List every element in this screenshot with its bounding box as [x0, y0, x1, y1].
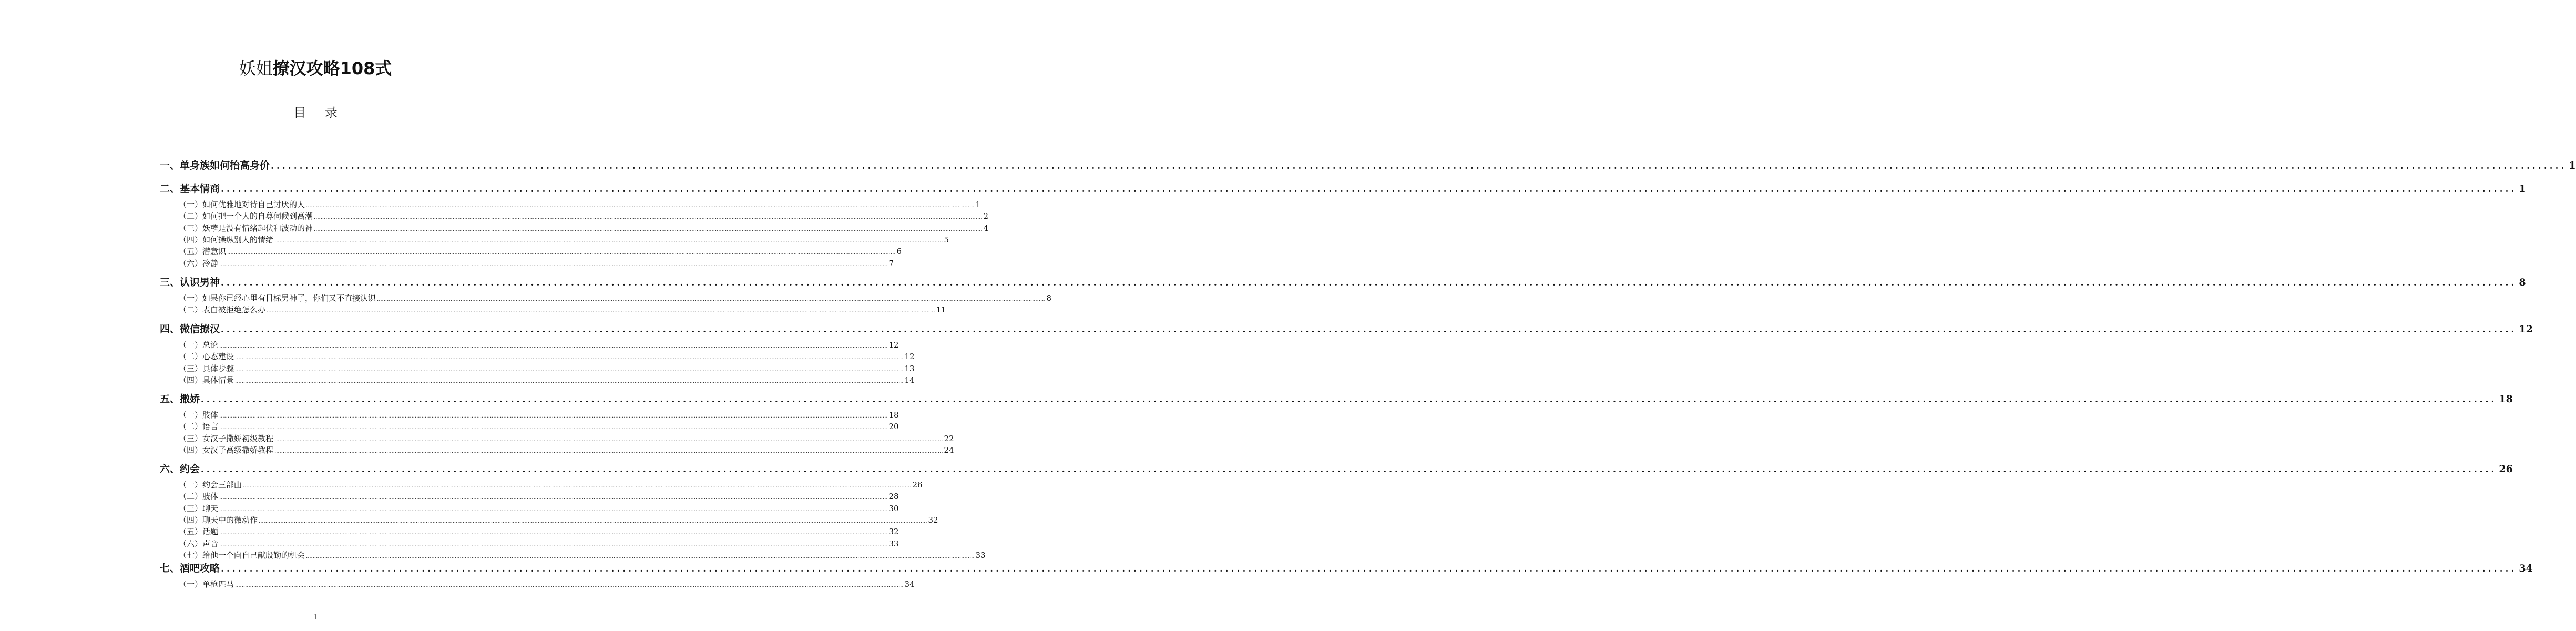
toc-section-label: （三）具体步骤 — [179, 363, 234, 373]
toc-chapter-page: 12 — [2519, 323, 2533, 335]
toc-chapter-entry[interactable] — [160, 181, 2526, 197]
toc-leader-dots: ................................................................................................................................................................................................................................................................................................................................................................................................................ — [219, 261, 888, 268]
toc-leader-dots: ................................................................................................................................................................................................................................................................................................................................................................................................................ — [314, 226, 983, 232]
toc-section-label: （六）冷静 — [179, 258, 219, 268]
toc-section-entry[interactable] — [179, 526, 899, 537]
table-of-contents — [160, 0, 2576, 631]
toc-section-entry[interactable] — [179, 351, 915, 362]
document-title-main: 撩汉攻略108式 — [272, 58, 392, 78]
toc-leader-dots: ................................................................................................................................................................................................................................................................................................................................................................................................................ — [243, 483, 912, 489]
toc-chapter-label: 一、单身族如何抬高身价 — [160, 160, 270, 171]
toc-leader-dots: ................................................................................................................................................................................................................................................................................................................................................................................................................ — [219, 425, 888, 431]
toc-chapter-page: 18 — [2499, 393, 2513, 405]
toc-section-entry[interactable] — [179, 374, 915, 386]
toc-section-page: 4 — [983, 223, 989, 233]
toc-leader-dots: ................................................................................................................................................................................................................................................................................................................................................................................................................ — [235, 378, 904, 384]
toc-chapter-label: 七、酒吧攻略 — [160, 563, 220, 574]
toc-chapter-entry[interactable] — [160, 461, 2513, 477]
toc-section-entry[interactable] — [179, 199, 981, 210]
document-title-prefix: 妖姐 — [239, 58, 273, 78]
toc-chapter-page: 26 — [2499, 463, 2513, 475]
toc-leader-dots: ................................................................................................................................................................................................................................................................................................................................................................................................................ — [267, 308, 935, 314]
toc-chapter-label: 五、撒娇 — [160, 393, 200, 405]
toc-section-page: 18 — [888, 410, 899, 420]
toc-leader-dots: ................................................................................................................................................................................................................................................................................................................................................................................................................ — [274, 238, 943, 244]
toc-section-entry[interactable] — [179, 363, 915, 374]
toc-leader-dots: ................................................................................................................................................................................................................................................................................................................................................................................................................ — [274, 448, 943, 454]
toc-section-label: （一）如果你已经心里有目标男神了，你们又不直接认识 — [179, 293, 376, 303]
toc-section-page: 6 — [896, 247, 902, 257]
toc-leader-dots: ................................................................................................................................................................................................................................................................................................................................................................................................................ — [219, 343, 888, 349]
toc-chapter-entry[interactable] — [160, 561, 2533, 576]
toc-chapter-label: 四、微信撩汉 — [160, 323, 220, 335]
toc-leader-dots: ................................................................................................................................................................................................................................................................................................................................................................................................................ — [221, 564, 2517, 574]
toc-chapter-page: 8 — [2519, 277, 2526, 288]
toc-section-label: （五）话题 — [179, 527, 219, 537]
toc-chapter-label: 三、认识男神 — [160, 277, 220, 288]
toc-section-label: （二）语言 — [179, 422, 219, 432]
toc-leader-dots: ................................................................................................................................................................................................................................................................................................................................................................................................................ — [227, 250, 896, 256]
toc-section-page: 34 — [904, 579, 915, 589]
toc-section-page: 33 — [975, 550, 986, 560]
toc-leader-dots: ................................................................................................................................................................................................................................................................................................................................................................................................................ — [306, 553, 975, 559]
toc-section-page: 24 — [944, 445, 954, 455]
toc-leader-dots: ................................................................................................................................................................................................................................................................................................................................................................................................................ — [314, 215, 983, 221]
toc-section-page: 2 — [983, 211, 989, 221]
toc-section-entry[interactable] — [179, 433, 954, 444]
toc-section-entry[interactable] — [179, 549, 986, 561]
toc-section-entry[interactable] — [179, 503, 899, 514]
toc-section-label: （一）单枪匹马 — [179, 579, 234, 589]
toc-section-page: 1 — [975, 200, 981, 209]
toc-leader-dots: ................................................................................................................................................................................................................................................................................................................................................................................................................ — [271, 161, 2567, 171]
toc-section-entry[interactable] — [179, 258, 894, 269]
toc-leader-dots: ................................................................................................................................................................................................................................................................................................................................................................................................................ — [221, 324, 2517, 335]
toc-section-label: （一）如何优雅地对待自己讨厌的人 — [179, 200, 305, 209]
toc-section-label: （一）肢体 — [179, 410, 219, 420]
toc-section-entry[interactable] — [179, 304, 946, 316]
toc-leader-dots: ................................................................................................................................................................................................................................................................................................................................................................................................................ — [235, 367, 904, 373]
toc-leader-dots: ................................................................................................................................................................................................................................................................................................................................................................................................................ — [259, 518, 927, 524]
toc-section-label: （二）如何把一个人的自尊伺候到高潮 — [179, 211, 313, 221]
toc-chapter-label: 二、基本情商 — [160, 183, 220, 195]
toc-leader-dots: ................................................................................................................................................................................................................................................................................................................................................................................................................ — [306, 203, 975, 209]
toc-section-entry[interactable] — [179, 491, 899, 502]
toc-section-label: （一）总论 — [179, 340, 219, 350]
toc-section-entry[interactable] — [179, 514, 938, 526]
toc-section-page: 14 — [904, 375, 915, 385]
toc-chapter-entry[interactable] — [160, 391, 2513, 407]
toc-section-page: 12 — [904, 352, 915, 362]
toc-leader-dots: ................................................................................................................................................................................................................................................................................................................................................................................................................ — [221, 278, 2517, 288]
toc-section-entry[interactable] — [179, 292, 1052, 304]
toc-section-page: 12 — [888, 340, 899, 350]
toc-section-page: 22 — [944, 433, 954, 443]
toc-leader-dots: ................................................................................................................................................................................................................................................................................................................................................................................................................ — [201, 464, 2497, 475]
toc-section-page: 32 — [888, 527, 899, 537]
toc-section-page: 33 — [888, 538, 899, 548]
toc-section-page: 7 — [888, 258, 894, 268]
toc-leader-dots: ................................................................................................................................................................................................................................................................................................................................................................................................................ — [221, 184, 2517, 195]
toc-leader-dots: ................................................................................................................................................................................................................................................................................................................................................................................................................ — [219, 542, 888, 548]
toc-section-label: （三）妖孽是没有情绪起伏和波动的神 — [179, 223, 313, 233]
toc-section-entry[interactable] — [179, 246, 902, 257]
toc-section-page: 13 — [904, 363, 915, 373]
toc-section-entry[interactable] — [179, 234, 949, 246]
toc-leader-dots: ................................................................................................................................................................................................................................................................................................................................................................................................................ — [219, 506, 888, 513]
toc-section-entry[interactable] — [179, 578, 915, 590]
toc-section-page: 26 — [912, 480, 923, 490]
toc-section-entry[interactable] — [179, 409, 899, 421]
toc-section-label: （一）约会三部曲 — [179, 480, 242, 490]
toc-leader-dots: ................................................................................................................................................................................................................................................................................................................................................................................................................ — [219, 530, 888, 536]
toc-leader-dots: ................................................................................................................................................................................................................................................................................................................................................................................................................ — [377, 297, 1046, 302]
toc-section-label: （六）声音 — [179, 538, 219, 548]
toc-section-page: 11 — [936, 305, 946, 315]
toc-section-page: 28 — [888, 492, 899, 502]
toc-section-entry[interactable] — [179, 444, 954, 456]
toc-chapter-page: 1 — [2569, 160, 2576, 171]
toc-section-page: 32 — [928, 515, 938, 525]
footer-page-number: 1 — [313, 614, 318, 622]
toc-section-page: 20 — [888, 422, 899, 432]
toc-chapter-label: 六、约会 — [160, 463, 200, 475]
toc-leader-dots: ................................................................................................................................................................................................................................................................................................................................................................................................................ — [201, 394, 2497, 405]
toc-leader-dots: ................................................................................................................................................................................................................................................................................................................................................................................................................ — [219, 495, 888, 501]
toc-section-page: 30 — [888, 503, 899, 513]
toc-chapter-entry[interactable] — [160, 321, 2533, 337]
toc-section-entry[interactable] — [179, 538, 899, 549]
toc-section-label: （二）表白被拒绝怎么办 — [179, 305, 266, 315]
toc-section-entry[interactable] — [179, 421, 899, 432]
toc-leader-dots: ................................................................................................................................................................................................................................................................................................................................................................................................................ — [235, 355, 904, 361]
toc-section-label: （四）具体情景 — [179, 375, 234, 385]
toc-chapter-page: 1 — [2519, 183, 2526, 195]
toc-leader-dots: ................................................................................................................................................................................................................................................................................................................................................................................................................ — [235, 583, 904, 588]
toc-section-label: （七）给他一个向自己献殷勤的机会 — [179, 550, 305, 560]
toc-section-label: （二）心态建设 — [179, 352, 234, 362]
toc-section-entry[interactable] — [179, 222, 989, 234]
toc-section-entry[interactable] — [179, 210, 989, 222]
toc-chapter-page: 34 — [2519, 563, 2533, 574]
toc-chapter-entry[interactable] — [160, 158, 2576, 174]
toc-section-page: 8 — [1046, 293, 1052, 303]
toc-section-label: （四）聊天中的微动作 — [179, 515, 258, 525]
toc-section-label: （二）肢体 — [179, 492, 219, 502]
toc-leader-dots: ................................................................................................................................................................................................................................................................................................................................................................................................................ — [219, 413, 888, 419]
toc-section-label: （三）聊天 — [179, 503, 219, 513]
toc-leader-dots: ................................................................................................................................................................................................................................................................................................................................................................................................................ — [274, 436, 943, 443]
toc-section-label: （三）女汉子撒娇初级教程 — [179, 433, 274, 443]
toc-section-label: （四）女汉子高级撒娇教程 — [179, 445, 274, 455]
toc-section-label: （五）潜意识 — [179, 247, 227, 257]
toc-section-page: 5 — [944, 235, 949, 245]
toc-section-entry[interactable] — [179, 479, 923, 491]
toc-section-entry[interactable] — [179, 339, 899, 351]
toc-chapter-entry[interactable] — [160, 274, 2526, 290]
toc-heading: 目 录 — [293, 105, 345, 120]
toc-section-label: （四）如何操纵别人的情绪 — [179, 235, 274, 245]
